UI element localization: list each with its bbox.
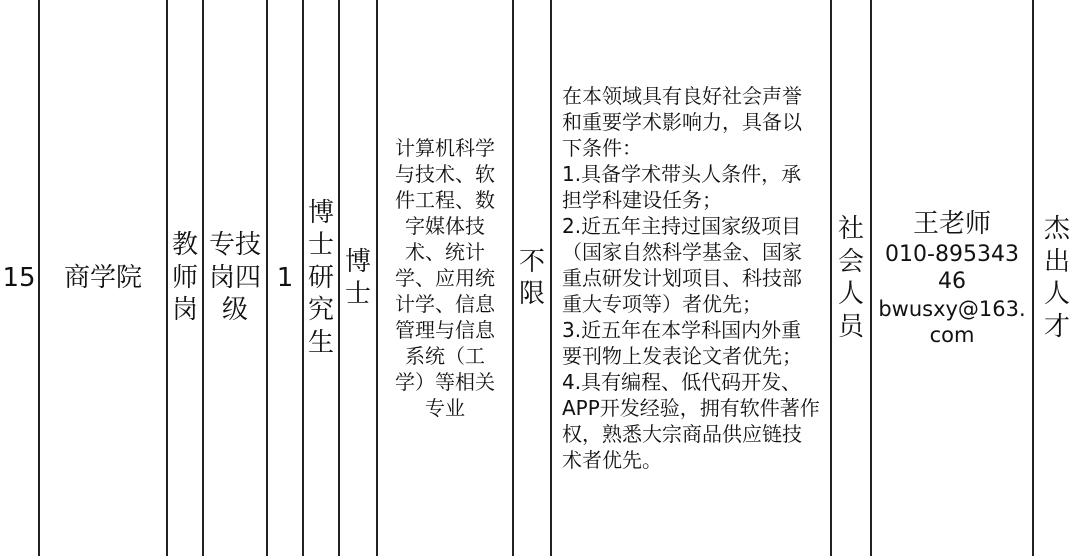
- cell-index: [0, 0, 38, 556]
- hire-count: 1: [276, 262, 294, 293]
- cell-count: [266, 0, 302, 556]
- contact-phone: 010-89534346: [885, 241, 1019, 294]
- requirements-list: [552, 83, 830, 473]
- requirement-intro: 在本领域具有良好社会声誉和重要学术影响力，具备以下条件：: [562, 84, 802, 160]
- cell-requirements: [550, 0, 830, 556]
- degree: 博士: [344, 246, 371, 309]
- requirement-item: 3.近五年在本学科国内外重要刊物上发表论文者优先；: [562, 318, 802, 368]
- requirement-item: 4.具有编程、低代码开发、APP开发经验，拥有软件著作权，熟悉大宗商品供应链技术者优先。: [562, 370, 820, 472]
- cell-unit: [38, 0, 166, 556]
- cell-education: [302, 0, 338, 556]
- notes: 杰出人才: [1043, 214, 1070, 342]
- cell-level: [202, 0, 266, 556]
- contact-name: 王老师: [912, 209, 991, 239]
- age-limit: 不限: [518, 246, 545, 309]
- cell-notes: [1032, 0, 1080, 556]
- contact-block: [876, 208, 1027, 348]
- major: 计算机科学与技术、软件工程、数字媒体技术、统计学、应用统计学、信息管理与信息系统（工学）等相关专业: [395, 136, 495, 420]
- cell-age: [512, 0, 550, 556]
- unit-name: 商学院: [63, 262, 142, 293]
- cell-degree: [338, 0, 376, 556]
- cell-major: [376, 0, 512, 556]
- post-type: 教师岗: [171, 230, 198, 326]
- requirement-item: 1.具备学术带头人条件，承担学科建设任务；: [562, 162, 802, 212]
- cell-contact: [870, 0, 1032, 556]
- requirement-item: 2.近五年主持过国家级项目（国家自然科学基金、国家重点研发计划项目、科技部重大专项等）者优先；: [562, 214, 802, 316]
- target-group: 社会人员: [837, 214, 864, 342]
- cell-target: [830, 0, 870, 556]
- education: 博士研究生: [307, 197, 334, 358]
- row-index: 15: [2, 262, 36, 293]
- contact-email: bwusxy@163.com: [878, 296, 1026, 347]
- post-level: 专技岗四级: [208, 230, 261, 326]
- cell-post-type: [166, 0, 202, 556]
